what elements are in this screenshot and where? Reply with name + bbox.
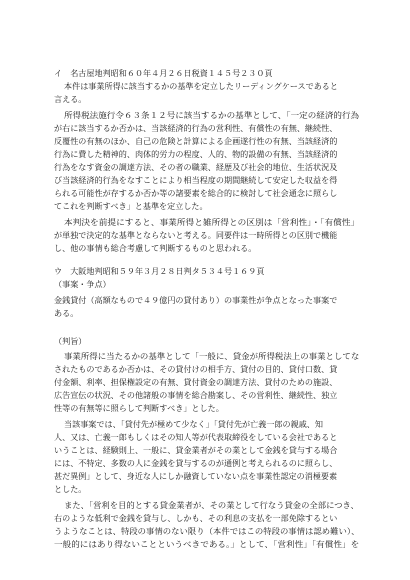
section-i-para2-line: てこれを判断すべき」と基準を定立した。 (54, 201, 208, 211)
ruling-para1-line: されたものであるか否かは、その貸付けの相手方、貸付の目的、貸付口数、貸 (54, 364, 338, 374)
section-i-para1-line: 本件は事業所得に該当するかの基準を定立したリーディングケースであると (64, 81, 338, 91)
section-i-para2-line: 反覆性の有無のほか、自己の危険と計算による企画遂行性の有無、当該経済的 (54, 136, 338, 146)
ruling-para3-line: うようなことは、特段の事情のない限り（本件ではこの特段の事情は認め難い）、 (54, 526, 360, 536)
section-u-heading: ウ 大阪地判昭和５９年３月２８日判タ５３４号１６９頁 (54, 266, 265, 276)
facts-label: （事案・争点） (54, 279, 111, 289)
ruling-para1-line: 付金額、利率、担保権設定の有無、貸付資金の調達方法、貸付のための施設、 (54, 377, 338, 387)
facts-line: ある。 (54, 308, 79, 318)
section-i-para3-line: 本判決を前提にすると、事業所得と雑所得との区別は「営利性」・「有償性」 (64, 217, 360, 227)
ruling-para3-line: 一般的にはあり得ないことというべきである。」として、「営利性」「有償性」を (54, 539, 360, 549)
section-i-para2-line: られる可能性が存するか否か等の諸要素を総合的に検討して社会通念に照らし (54, 188, 338, 198)
ruling-para2-line: とした。 (54, 484, 87, 494)
ruling-para1-line: 性等の有無等に照らして判断すべき」とした。 (54, 403, 224, 413)
section-i-para2-line: 所得税法施行令６３条１２号に該当するかの基準として、「一定の経済的行為 (64, 110, 360, 120)
ruling-para2-line: 当該事案では、「貸付先が極めて少なく」「貸付先が亡義一郎の親戚、知 (64, 419, 323, 429)
facts-line: 金銭貸付（高額なもので４９億円の貸付あり）の事業性が争点となった事案で (54, 295, 338, 305)
section-i-para2-line: 行為に費した精神的、肉体的労力の程度、人的、物的設備の有無、当該経済的 (54, 149, 338, 159)
section-i-para2-line: が右に該当するか否かは、当該経済的行為の営利性、有償性の有無、継続性、 (54, 123, 338, 133)
section-i-para2-line: び当該経済的行為をなすことにより相当程度の期間継続して安定した収益を得 (54, 175, 338, 185)
section-i-heading: イ 名古屋地判昭和６０年４月２６日税資１４５号２３０頁 (54, 68, 273, 78)
ruling-para2-line: いうことは、経験則上、一般に、貸金業者がその業として金銭を貸与する場合 (54, 445, 338, 455)
ruling-para2-line: には、不特定、多数の人に金銭を貸与するのが通例と考えられるのに照らし、 (54, 458, 338, 468)
ruling-para3-line: 右のような低利で金銭を貸与し、しかも、その利息の支払を一部免除するとい (54, 513, 338, 523)
section-i-para1-line: 言える。 (54, 94, 87, 104)
ruling-para1-line: 事業所得に当たるかの基準として「一般に、貸金が所得税法上の事業としてな (64, 351, 360, 361)
ruling-label: （判旨） (54, 336, 87, 346)
section-i-para2-line: 行為をなす資金の調達方法、その者の職業、経歴及び社会的地位、生活状況及 (54, 162, 338, 172)
ruling-para2-line: 甚だ異例」として、身近な人にしか融資していない点を事業性認定の消極要素 (54, 471, 338, 481)
ruling-para3-line: また、「営利を目的とする貸金業者が、その業として行なう貸金の全部につき、 (64, 500, 359, 510)
ruling-para1-line: 広告宣伝の状況、その他諸般の事情を総合勘案し、その営利性、継続性、独立 (54, 390, 338, 400)
ruling-para2-line: 人、又は、亡義一郎もしくはその知人等が代表取締役をしている会社であると (54, 432, 338, 442)
section-i-para3-line: が単独で決定的な基準とならないと考える。同要件は一時所得との区別で機能 (54, 230, 338, 240)
section-i-para3-line: し、他の事情も総合考慮して判断するものと思われる。 (54, 243, 257, 253)
